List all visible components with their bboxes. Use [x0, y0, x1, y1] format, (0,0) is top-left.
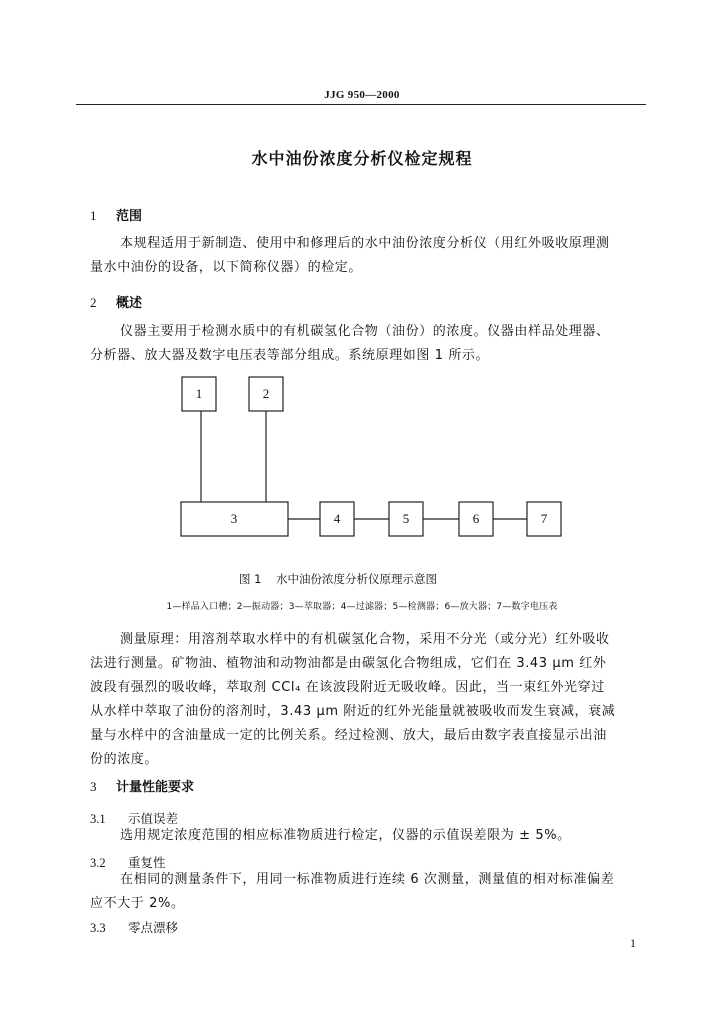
principle-line-4: 从水样中萃取了油份的溶剂时，3.43 μm 附近的红外光能量就被吸收而发生衰减，衰减 [90, 704, 616, 719]
section-2-number: 2 [90, 295, 97, 310]
section-3-3-title: 零点漂移 [128, 920, 179, 935]
section-1-line-1: 本规程适用于新制造、使用中和修理后的水中油份浓度分析仪（用红外吸收原理测 [120, 236, 610, 251]
section-3-2-body [90, 868, 670, 916]
box-1-label: 1 [195, 386, 203, 401]
section-3-2-line-2: 应不大于 2%。 [90, 896, 185, 911]
section-3-1-body [90, 824, 670, 848]
section-3-2-title: 重复性 [128, 855, 166, 870]
section-3-heading [90, 776, 194, 795]
box-5-label: 5 [402, 511, 410, 526]
principle-line-1: 测量原理：用溶剂萃取水样中的有机碳氢化合物，采用不分光（或分光）红外吸收 [120, 632, 610, 647]
figure-1-title: 水中油份浓度分析仪原理示意图 [276, 572, 438, 586]
principle-line-5: 量与水样中的含油量成一定的比例关系。经过检测、放大，最后由数字表直接显示出油 [90, 728, 607, 743]
box-2-label: 2 [262, 386, 270, 401]
section-2-line-2: 分析器、放大器及数字电压表等部分组成。系统原理如图 1 所示。 [90, 348, 490, 363]
box-6-label: 6 [472, 511, 480, 526]
section-3-2-line-1: 在相同的测量条件下，用同一标准物质进行连续 6 次测量，测量值的相对标准偏差 [120, 872, 615, 887]
section-3-1-line-1: 选用规定浓度范围的相应标准物质进行检定，仪器的示值误差限为 ± 5%。 [120, 828, 571, 843]
section-3-3-number: 3.3 [90, 921, 106, 935]
page-number: 1 [630, 936, 636, 950]
section-1-title: 范围 [116, 209, 143, 224]
document-title: 水中油份浓度分析仪检定规程 [251, 149, 473, 168]
principle-line-2: 法进行测量。矿物油、植物油和动物油都是由碳氢化合物组成，它们在 3.43 μm 红外 [90, 656, 607, 671]
box-4-label: 4 [333, 511, 341, 526]
section-3-1-title: 示值误差 [128, 811, 179, 826]
principle-body [90, 628, 670, 772]
box-7-label: 7 [540, 511, 548, 526]
section-3-1-number: 3.1 [90, 812, 106, 826]
standard-code: JJG 950—2000 [324, 89, 400, 101]
figure-1-legend: 1—样品入口槽；2—振动器；3—萃取器；4—过滤器；5—检测器；6—放大器；7—数字电压表 [166, 602, 558, 612]
figure-1-label: 图 1 [238, 572, 262, 586]
section-1-line-2: 量水中油份的设备，以下简称仪器）的检定。 [90, 260, 363, 275]
section-3-2-number: 3.2 [90, 856, 106, 870]
section-2-line-1: 仪器主要用于检测水质中的有机碳氢化合物（油份）的浓度。仪器由样品处理器、 [120, 324, 610, 339]
principle-line-6: 份的浓度。 [90, 752, 159, 767]
section-1-number: 1 [90, 208, 97, 223]
principle-line-3: 波段有强烈的吸收峰，萃取剂 CCl₄ 在该波段附近无吸收峰。因此，当一束红外光穿过 [90, 680, 605, 695]
section-2-title: 概述 [116, 296, 143, 311]
section-3-title: 计量性能要求 [116, 780, 195, 795]
figure-1-caption [0, 571, 676, 587]
section-3-3-heading [90, 918, 178, 936]
box-3-label: 3 [230, 511, 238, 526]
section-3-number: 3 [90, 779, 97, 794]
